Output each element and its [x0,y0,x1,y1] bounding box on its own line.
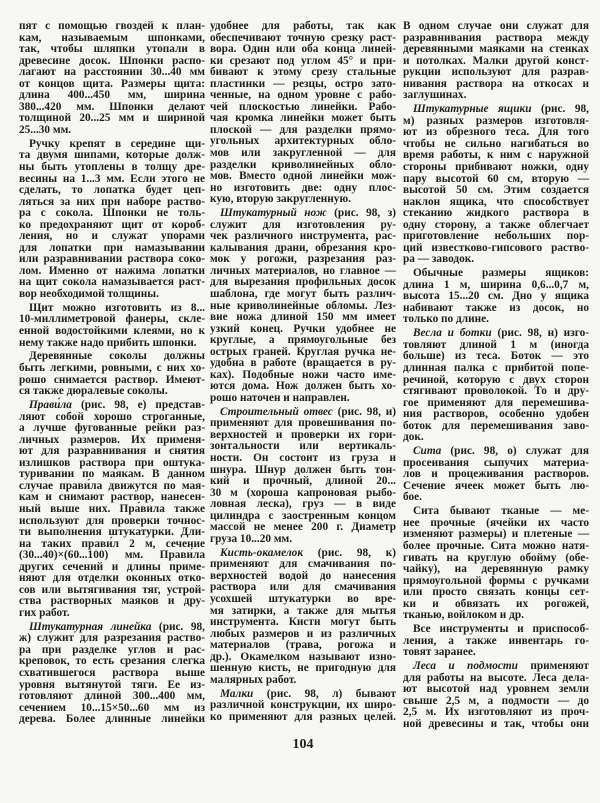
line-text: енной водостойкими клеями, но к [19,325,205,337]
line-text: ют высотой над уровнем земли [403,683,589,696]
line-text: служит для изготовления ру- [210,218,396,231]
text-line [403,610,589,622]
line-text: 2,5 м. Их изготовляют из проч- [403,706,589,719]
line-text: нему также надо прибить шпонки. [19,336,197,349]
line-text: чек различного инструмента, рас- [210,230,396,243]
text-line [403,421,589,433]
line-text: длина 1 м, ширина 0,6...0,7 м, [403,278,589,291]
paragraph [19,351,205,397]
line-text: набивают также из досок, но [403,301,589,314]
line-text: высотой 50 см. Этим создается [403,184,589,197]
term-heading: Кисть-окамелок [220,546,304,559]
text-line [210,712,396,724]
line-text: (рис. 98, е) представ- [71,399,205,412]
text-line [19,714,205,726]
paragraph [403,446,589,504]
line-text: шенную кисть, не пригодную для [210,662,396,675]
line-text: ко предохраняют щит от короб- [19,218,205,231]
line-text: длина 400...450 мм, ширина [19,89,205,102]
text-column-middle [210,21,396,726]
line-text: излишков раствора при оштука- [19,456,205,469]
line-text: готовляют длиной 300...400 мм, [19,690,205,703]
line-text: уровня вытянутой тяги. Ее из- [19,678,205,691]
line-text: ляют собой хорошо строганные, [19,410,205,423]
line-text: мя затирки, а также для мытья [210,604,396,617]
line-text: для вырезания профильных досок [210,276,396,289]
line-text: Все инструменты и приспособ- [413,623,589,636]
line-text: лов и процеживания растворов. [403,468,589,481]
line-text: узкий конец. Ручки удобнее не [210,322,396,335]
text-line [403,314,589,326]
line-text: разделки криволинейных обло- [210,158,396,171]
text-line [403,647,589,659]
page-number: 104 [292,737,314,752]
line-text: ют для разравнивания и снятия [19,445,205,458]
line-text: а лучше фугованные рейки раз- [19,422,205,435]
line-text: ки и обвязать их рогожей, [403,597,589,610]
line-text: Сита бывают тканые — ме- [413,505,589,518]
line-text: ления, но и служат упорами [19,230,205,243]
line-text: лагают на расстоянии 30...40 мм [19,66,205,79]
paragraph [403,104,589,266]
line-text: ния растворов, особенно удобен [403,408,589,421]
line-text: верхностей и проверки их гори- [210,428,396,441]
paragraph [210,548,396,687]
line-text: ности. Он состоит из груза и [210,452,396,465]
paragraph [403,624,589,659]
line-text: так, чтобы шляпки утопали в [19,43,205,56]
text-line [403,481,589,493]
line-text: толщиной 20...25 мм и шириной [19,112,205,125]
line-text: гих работ. [19,606,70,619]
text-line [403,90,589,102]
line-text: ра при разделке углов и рас- [19,643,205,656]
text-line [403,432,589,444]
line-text: мок у рогожи, разрезания раз- [210,253,396,266]
line-text: м) разных размеров изготовля- [403,114,589,127]
line-text: (рис. 98, к) [303,546,396,559]
line-text: заглушинах. [403,89,467,102]
paragraph [210,21,396,206]
line-text: чтобы не сильно нагибаться во [403,137,589,150]
line-text: нее прочные (ячейки их часто [403,516,589,529]
line-text: круглые, а прямоугольные без [210,334,396,347]
line-text: ж) служит для разрезания раство- [19,632,205,645]
line-text: др.). Окамелком называют изно- [210,650,396,663]
line-text: применяют [517,660,589,673]
line-text: просеивания сыпучих материа- [403,456,589,469]
line-text: свыше 2,5 м, а подмости — до [403,694,589,707]
line-text: ки срезают под углом 45° и при- [210,54,396,67]
line-text: массой не менее 200 г. Диаметр [210,521,396,534]
line-text: В одном случае они служат для [403,20,589,32]
line-text: дерева. Более длинные линейки [19,713,205,726]
text-line [403,492,589,504]
line-text: (рис. 98, и) [332,405,396,418]
text-line [19,386,205,398]
line-text: туривании по маякам. В данном [19,468,205,481]
paragraph [403,328,589,443]
line-text: различной конструкции, их широ- [210,699,396,712]
line-text: чей плоскостью линейки. Рабо- [210,100,396,113]
line-text: та двумя шипами, которые долж- [19,149,205,162]
line-text: ках). Подобные ножи часто име- [210,368,396,381]
line-text: мов. Вместо одной линейки мож- [210,170,396,183]
line-text: ления, а также инвентарь го- [403,634,589,647]
line-text: мов или закругленной — для [210,147,396,160]
line-text: но изготовить две: одну плос- [210,181,396,194]
paragraph [19,21,205,136]
line-text: боток для перемешивания заво- [403,419,589,432]
line-text: рукции используют для разрав- [403,66,589,79]
text-line [403,719,589,731]
line-text: других сечений и длины приме- [19,560,205,573]
line-text: бое. [403,491,422,504]
line-text: (рис. 98, л) бывают [253,687,396,700]
line-text: верхностей водой до нанесения [210,569,396,582]
line-text: ный выше них. Пра́вила также [19,502,205,515]
paragraph [19,303,205,349]
line-text: ляться за них при наборе раство- [19,195,205,208]
line-text: малярных работ. [210,673,297,686]
line-text: гивать на круглую обойму (обе- [403,551,589,564]
line-text: наклон ящика, что способствует [403,195,589,208]
line-text: кам и снимают раствор, нанесен- [19,491,205,504]
term-heading: Сита [413,445,442,458]
line-text: креповок, то есть срезания слегка [19,655,205,668]
line-text: лом. Именно от нажима лопатки [19,264,205,277]
line-text: (рис. 98, н) изго- [491,327,589,340]
term-heading: Прави́ла [29,399,72,412]
line-text: прямоугольной формы с ручками [403,574,589,587]
line-text: рошо наточен и направлен. [210,391,350,404]
line-text: приготовление небольших пор- [403,230,589,243]
line-text: ти выполнения штукатурки. Дли- [19,526,205,539]
line-text: (рис. 98, [151,620,205,633]
line-text: изменяют размеры) и плетеные — [403,528,589,541]
paragraph [210,208,396,404]
line-text: больше) из теса. Боток — это [403,350,589,363]
line-text: ются дома. Нож должен быть хо- [210,380,396,393]
line-text: Деревянные соколы должны [29,350,205,363]
line-text: 380...420 мм. Шпонки делают [19,100,205,113]
line-text: (рис. 98, о) служат для [441,445,589,458]
text-line [210,393,396,405]
line-text: вие ножа длиной 150 мм имеет [210,311,396,324]
line-text: для работы на высоте. Леса дела- [403,671,589,684]
line-text: груза 10...20 мм. [210,532,293,545]
line-text: деревянными маяками на стенках [403,43,589,56]
line-text: схватившегося раствора выше [19,667,205,680]
paragraph [403,21,589,102]
term-heading: Леса и подмости [413,660,518,673]
line-text: ной древесины и так, чтобы они [403,718,589,730]
line-text: древесине досок. Шпонки распо- [19,54,205,67]
term-heading: Малки [220,687,254,700]
line-text: ченные, на одном уровне с рабо- [210,89,396,102]
line-text: гое применяют для перемешива- [403,396,589,409]
line-text: одну сторону, а также облегчает [403,218,589,231]
text-line [210,675,396,687]
text-line [19,608,205,620]
paragraph [19,139,205,301]
line-text: тканью, войлоком и др. [403,609,524,622]
line-text: более прочные. Сита можно натя- [403,540,589,553]
line-text: ра — заводок. [403,253,475,266]
line-text: стягивают проволокой. То и дру- [403,385,589,398]
text-column-left [19,21,205,728]
text-line [210,534,396,546]
line-text: чайку), на деревянную рамку [403,563,589,576]
line-text: рошо снимается раствор. Имеют- [19,373,205,386]
line-text: стороны прибивают ножки, одну [403,160,589,173]
line-text: ства растворных маяков и дру- [19,595,205,608]
line-text: вора. Один или оба конца линей- [210,43,396,56]
line-text: вор необходимой толщины. [19,287,159,300]
line-text: 30 м (хороша капроновая рыбо- [210,486,396,499]
line-text: ций известково-гипсового раство- [403,241,589,254]
line-text: няют для отделки оконных отко- [19,572,205,585]
line-text: для лопатки при намазывании [19,241,205,254]
line-text: удобнее для работы, так как [210,20,396,32]
line-text: зонтальности или вертикаль- [210,440,396,453]
line-text: и потолках. Малки другой конст- [403,54,589,67]
line-text: обеспечивают точную срезку раст- [210,31,396,44]
line-text: речиной, которую с двух сторон [403,373,589,386]
line-text: ют из обрезного теса. Для того [403,126,589,139]
line-text: материалов (трава, рогожа и [210,639,396,652]
paragraph [210,407,396,546]
line-text: шнура. Шнур должен быть тон- [210,463,396,476]
line-text: Обычные размеры ящиков: [413,267,589,280]
line-text: раствора или для смачивания [210,581,396,594]
line-text: инструмента. Кисти могут быть [210,616,396,629]
line-text: от концов щита. Размеры щита: [19,77,205,90]
line-text: весины на 1...3 мм. Если этого не [19,172,205,185]
paragraph [403,661,589,730]
text-line [19,125,205,137]
line-text: Щит можно изготовить из 8... [29,301,205,314]
line-text: на таких прави́л 2 м, сечение [19,537,205,550]
term-heading: Штукатурный нож [220,207,327,220]
line-text: усохшей штукатурки во вре- [210,592,396,605]
line-text: Сечение ячеек может быть лю- [403,479,589,492]
text-column-right [403,21,589,733]
line-text: личных размеров. Их применя- [19,433,205,446]
line-text: пят с помощью гвоздей к план- [19,20,205,32]
line-text: на щит сокола намазывается раст- [19,276,205,289]
line-text: ны быть утоплены в толщу дре- [19,160,205,173]
paragraph [403,268,589,326]
line-text: Ручку крепят в середине щи- [29,137,205,150]
line-text: товят заранее. [403,646,476,659]
line-text: (рис. 98, з) [326,207,396,220]
line-text: применяют для смачивания по- [210,558,396,571]
line-text: ные криволинейные обломы. Лез- [210,299,396,312]
line-text: время работы, к ним с наружной [403,149,589,162]
paragraph [210,689,396,724]
line-text: товляют длиной 1 м (иногда [403,338,589,351]
term-heading: Штукатурная линейка [29,620,152,633]
line-text: или просто связать концы сет- [403,586,589,599]
line-text: личных материалов, но главное — [210,264,396,277]
line-text: только по длине. [403,313,489,326]
line-text: кам, называемым шпонками, [19,31,205,44]
line-text: острых граней. Круглая ручка не- [210,345,396,358]
line-text: 10-миллиметровой фанеры, скле- [19,313,205,326]
line-text: быть легкими, ровными, с них хо- [19,362,205,375]
line-text: бивают к этому срезу стальные [210,66,396,79]
line-text: угольных архитектурных обло- [210,135,396,148]
line-text: пластинки — резцы, остро зато- [210,77,396,90]
line-text: или разравнивании раствора соко- [19,253,205,266]
line-text: 25...30 мм. [19,123,72,136]
line-text: сделать, то лопатка будет цеп- [19,184,205,197]
line-text: пару высотой 60 см, вторую — [403,172,589,185]
line-text: цилиндра с заостренным концом [210,509,396,522]
line-text: кий и прочный, длиной 20... [210,475,396,488]
line-text: высота 15...20 см. Дно у ящика [403,290,589,303]
line-text: калывания драни, обрезания кро- [210,241,396,254]
term-heading: Строительный отвес [220,405,333,418]
paragraph [19,622,205,726]
line-text: (30...40)×(60...100) мм. Прави́ла [19,549,205,562]
text-line [403,254,589,266]
line-text: стеканию жидкого раствора в [403,207,589,220]
line-text: удобна в работе (вращается в ру- [210,357,396,370]
line-text: используют для проверки точнос- [19,514,205,527]
line-text: любых размеров и из различных [210,627,396,640]
text-line [19,289,205,301]
line-text: ся также дюралевые соколы. [19,385,168,398]
line-text: шаблона, где могут быть различ- [210,287,396,300]
paragraph [403,506,589,621]
line-text: ловная леска), груз — в виде [210,498,396,511]
paragraph [19,400,205,619]
line-text: ко применяют для разных целей. [210,710,396,723]
text-line [210,194,396,206]
line-text: кую, вторую закругленную. [210,193,351,206]
line-text: ра с сокола. Шпонки не толь- [19,207,205,220]
line-text: разравнивания раствора между [403,31,589,44]
line-text: док. [403,431,424,444]
line-text: нивания раствора на откосах и [403,77,589,90]
line-text: сов или вытягивания тяг, устрой- [19,583,205,596]
text-line [19,338,205,350]
term-heading: Весла и ботки [413,327,492,340]
line-text: чая кромка линейки может быть [210,112,396,125]
line-text: случае прави́ла движутся по мая- [19,479,205,492]
line-text: применяют для провешивания по- [210,417,396,430]
line-text: плоской — для разделки прямо- [210,123,396,136]
line-text: (рис. 98, [531,103,589,116]
line-text: сечением 10...15×50...60 мм из [19,701,205,714]
line-text: длинная палка с прибитой попе- [403,362,589,375]
term-heading: Штукатурные ящики [413,103,532,116]
